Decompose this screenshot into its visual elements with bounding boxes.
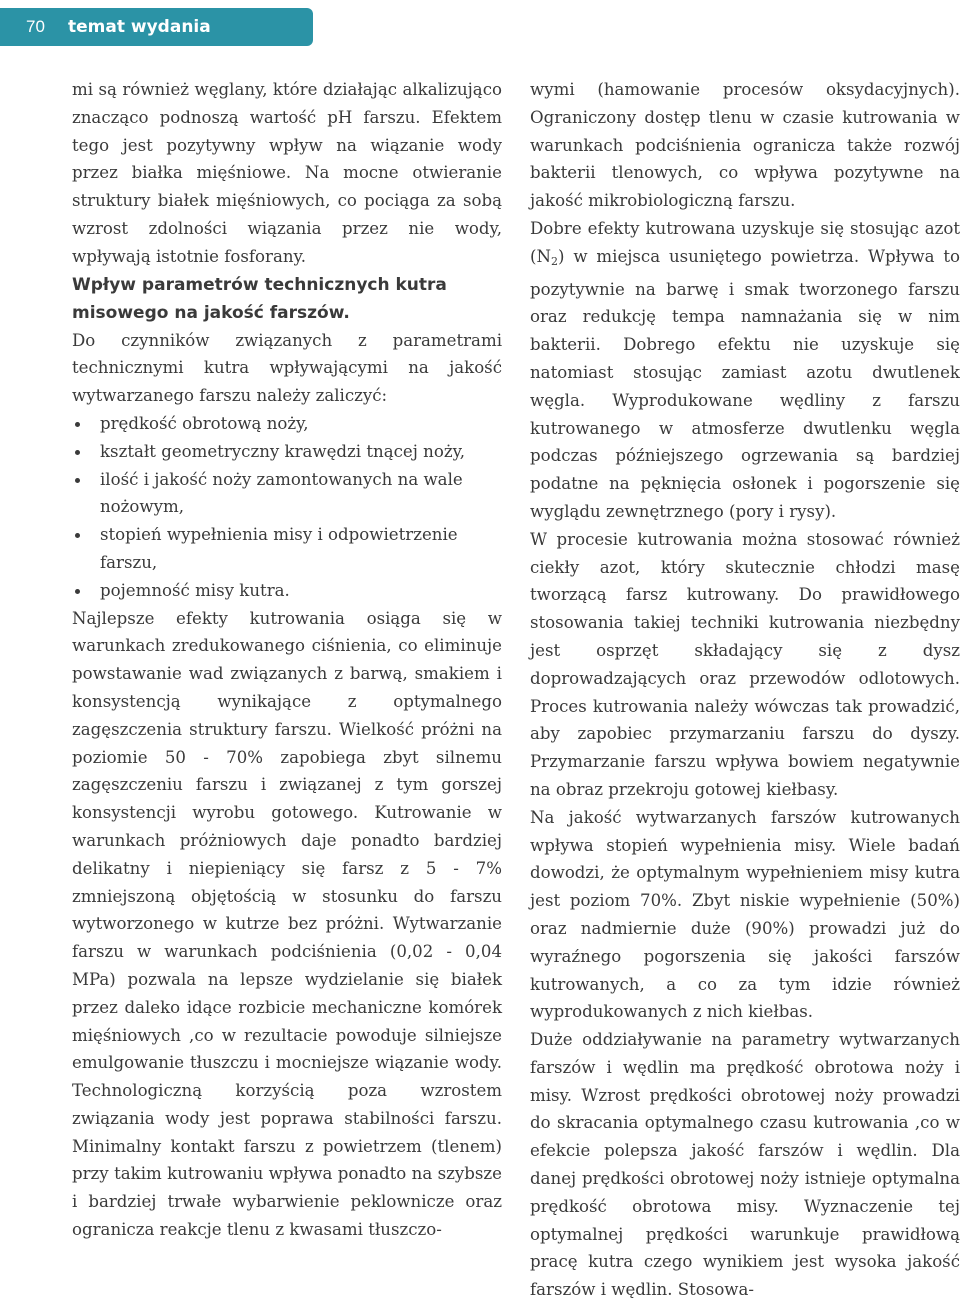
list-item: pojemność misy kutra.: [72, 577, 502, 605]
text-span: Dobre efekty kutrowana uzyskuje się stosując azot (N: [530, 218, 960, 266]
list-item: prędkość obrotową noży,: [72, 410, 502, 438]
list-item: stopień wypełnienia misy i odpowietrzenie farszu,: [72, 521, 502, 577]
list-item: ilość i jakość noży zamontowanych na wale nożowym,: [72, 466, 502, 522]
text-span: ) w miejsca usuniętego powietrza. Wpływa to pozytywnie na barwę i smak tworzonego farszu oraz redukcję tempa namnażania się w nim bakterii. Dobrego efektu nie uzyskuje się natomiast stosując zamiast azotu dwutlenek węgla. Wyprodukowane wędliny z farszu kutrowanego w atmosferze dwutlenku węgla podczas późniejszego ogrzewania są bardziej podatne na pęknięcia osłonek i pogorszenie się wyglądu zewnętrznego (pory i rysy).: [530, 246, 960, 521]
section-heading: Wpływ parametrów technicznych kutra misowego na jakość farszów.: [72, 274, 447, 323]
page-number: 70: [26, 17, 45, 36]
paragraph: wymi (hamowanie procesów oksydacyjnych). Ograniczony dostęp tlenu w czasie kutrowania w warunkach podciśnienia ogranicza także rozwój bakterii tlenowych, co wpływa pozytywne na jakość mikrobiologiczną farszu.: [530, 80, 960, 211]
paragraph: Najlepsze efekty kutrowania osiąga się w warunkach zredukowanego ciśnienia, co eliminuje powstawanie wad związanych z barwą, smakiem i konsystencją wynikające z optymalnego zagęszczenia struktury farszu. Wielkość próżni na poziomie 50 - 70% zapobiega zbyt silnemu zagęszczeniu farszu i związanej z tym gorszej konsystencji wyrobu gotowego. Kutrowanie w warunkach próżniowych daje ponadto bardziej delikatny i niepieniący się farsz z 5 - 7% zmniejszoną objętością w stosunku do farszu wytworzonego w kutrze bez próżni. Wytwarzanie farszu w warunkach podciśnienia (0,02 - 0,04 MPa) pozwala na lepsze wydzielanie się białek przez daleko idące rozbicie mechaniczne komórek mięśniowych ,co w rezultacie powoduje silniejsze emulgowanie tłuszczu i mocniejsze wiązanie wody. Technologiczną korzyścią poza wzrostem związania wody jest poprawa stabilności farszu. Minimalny kontakt farszu z powietrzem (tlenem) przy takim kutrowaniu wpływa ponadto na szybsze i bardziej trwałe wybarwienie peklownicze oraz ogranicza reakcje tlenu z kwasami tłuszczo-: [72, 608, 502, 1240]
paragraph: [530, 215, 960, 526]
right-column: [530, 76, 960, 1304]
paragraph: Do czynników związanych z parametrami technicznymi kutra wpływającymi na jakość wytwarzanego farszu należy zaliczyć:: [72, 330, 502, 406]
left-column: [72, 76, 502, 1244]
paragraph: Na jakość wytwarzanych farszów kutrowanych wpływa stopień wypełnienia misy. Wiele badań dowodzi, że optymalnym wypełnieniem misy kutra jest poziom 70%. Zbyt niskie wypełnienie (50%) oraz nadmiernie duże (90%) prowadzi już do wyraźnego pogorszenia się jakości farszów kutrowanych, a co za tym idzie również wyprodukowanych z nich kiełbas.: [530, 807, 960, 1022]
header-bar: [0, 8, 313, 46]
paragraph: Duże oddziaływanie na parametry wytwarzanych farszów i wędlin ma prędkość obrotowa noży i misy. Wzrost prędkości obrotowej noży prowadzi do skracania optymalnego czasu kutrowania ,co w efekcie polepsza jakość farszów i wędlin. Dla danej prędkości obrotowej noży istnieje optymalna prędkość obrotowa misy. Wyznaczenie tej optymalnej prędkości warunkuje prawidłową pracę kutra czego wynikiem jest wysoka jakość farszów i wędlin. Stosowa-: [530, 1030, 960, 1300]
paragraph: mi są również węglany, które działając alkalizująco znacząco podnoszą wartość pH farszu. Efektem tego jest pozytywny wpływ na wiązanie wody przez białka mięśniowe. Na mocne otwieranie struktury białek mięśniowych, co pociąga za sobą wzrost zdolności wiązania przez nie wody, wpływają istotnie fosforany.: [72, 80, 502, 266]
bullet-list: [72, 410, 502, 605]
section-title: temat wydania: [68, 17, 211, 37]
list-item: kształt geometryczny krawędzi tnącej noży,: [72, 438, 502, 466]
subscript: 2: [551, 254, 558, 268]
paragraph: W procesie kutrowania można stosować również ciekły azot, który skutecznie chłodzi masę tworzącą farsz kutrowany. Do prawidłowego stosowania takiej techniki kutrowania niezbędny jest osprzęt składający się z dysz doprowadzających oraz przewodów odlotowych. Proces kutrowania należy wówczas tak prowadzić, aby zapobiec przymarzaniu farszu do dyszy. Przymarzanie farszu wpływa bowiem negatywnie na obraz przekroju gotowej kiełbasy.: [530, 529, 960, 799]
